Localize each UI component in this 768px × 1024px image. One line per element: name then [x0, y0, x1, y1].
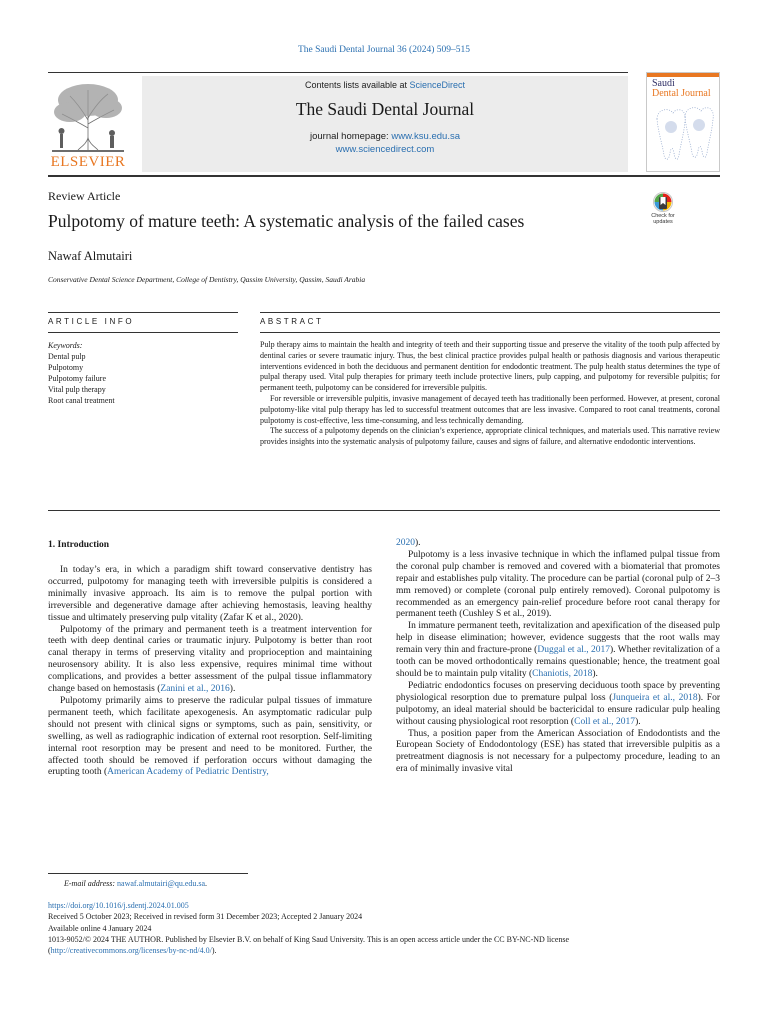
- crossmark-line-1: Check for: [651, 213, 675, 219]
- body-paragraph: [48, 625, 372, 696]
- contents-line: [142, 80, 628, 90]
- footnotes: [48, 878, 720, 956]
- homepage-prefix: journal homepage:: [310, 131, 392, 142]
- sciencedirect-homepage-link[interactable]: www.sciencedirect.com: [335, 144, 435, 155]
- abstract-label: ABSTRACT: [260, 317, 324, 326]
- masthead-center: [142, 76, 628, 172]
- citation-link[interactable]: American Academy of Pediatric Dentistry,: [107, 767, 269, 778]
- license-close: ).: [211, 946, 217, 956]
- license-line: [48, 945, 720, 956]
- keywords-list: [48, 340, 238, 406]
- cover-title-line-1: Saudi: [652, 78, 675, 89]
- abstract-end-rule: [48, 510, 720, 511]
- paragraph-text: ). Whether revitalization of a tooth can be moved orthodontically remains questionable; hence, the treatment goal should be to maintain pulp vitality (: [396, 645, 720, 679]
- body-paragraph: Pulpotomy is a less invasive technique in which the inflamed pulpal tissue from the coronal pulp chamber is removed and covered with a biomaterial that promotes repair and establishes pulp vitality. The procedure can be partial (coronal pulp of 2–3 mm removed) or complete (coronal pulp entirely removed). Coronal pulpotomy is recommended as an emergency pain-relief procedure before root canal therapy for permanent teeth (Cushley S et al., 2019).: [396, 549, 720, 620]
- cover-title: [652, 79, 711, 99]
- paragraph-text: In immature permanent teeth, revitalization and apexification of the diseased pulp help in disease elimination; however, evidence suggests that the root walls may remain very thin and fracture-prone (: [396, 621, 720, 656]
- keyword-item[interactable]: Dental pulp: [48, 352, 86, 361]
- keyword-item[interactable]: Pulpotomy failure: [48, 374, 106, 383]
- abstract-rule-lower: [260, 332, 720, 333]
- cover-title-line-2: Dental Journal: [652, 88, 711, 99]
- check-for-updates-label[interactable]: [642, 213, 684, 225]
- abstract-paragraph: Pulp therapy aims to maintain the health and integrity of teeth and their supporting tissue and preserve the vitality of the tooth pulp affected by dentinal caries or severe traumatic injury. Thus, the best clinical practice provides pulpal health or pathosis diagnosis and various therapeutic interventions evidenced in both the deciduous and permanent dentition for endodontic treatment. The pulp health status determines the type of pulpal therapy used. Vital pulp therapies for primary teeth include protective liners, pulp capping, and pulpotomy for reversible pulpitis; for permanent teeth, pulpotomy can be considered for irreversible pulpitis.: [260, 340, 720, 393]
- body-paragraph: In today’s era, in which a paradigm shift toward conservative dentistry has occurred, pulpotomy for managing teeth with irreversible pulpitis is considered a minimally invasive approach. Its aim is to remove the pulpal portion with irreversible and degenerative damage after achieving hemostasis, leaving healthy tissue and ultimately preserving pulp vitality (Zafar K et al., 2020).: [48, 565, 372, 623]
- section-heading-introduction: 1. Introduction: [48, 540, 110, 550]
- cover-teeth-art-icon: [651, 103, 717, 171]
- paragraph-text: ).: [415, 538, 421, 548]
- body-paragraph: Thus, a position paper from the American Association of Endodontists and the European Society of Endodontology (ESE) has stated that irreversible pulpitis as a pretreatment diagnosis is not necessary for a pulpectomy procedure, leading to an era of minimally invasive vital: [396, 728, 720, 775]
- author-email-link[interactable]: nawaf.almutairi@qu.edu.sa: [117, 879, 206, 888]
- paragraph-text: ). For pulpotomy, an ideal material should be bactericidal to ensure radicular pulp healing without causing physiological root resorption (: [396, 692, 720, 727]
- body-column-right: [396, 538, 720, 776]
- paragraph-text: Pulpotomy of the primary and permanent teeth is a treatment intervention for teeth with deep dentinal caries or traumatic injury. Pulpotomy is better than root canal therapy in terms of preserving vitality and proprioception and maintaining neurosensory ability. It is also less expensive, requires minimal time without complications, and provides a better assessment of the pulpal tissue inflammatory change based on hemostasis (: [48, 624, 372, 695]
- citation-link[interactable]: 2020: [396, 538, 415, 548]
- body-paragraph: [396, 621, 720, 681]
- abstract-paragraph: The success of a pulpotomy depends on the clinician’s experience, appropriate clinical techniques, and materials used. This narrative review provides insights into the systematic analysis of pulpotomy failure, causes and signs of failure, and alternative endodontic interventions.: [260, 426, 720, 447]
- citation-link[interactable]: Zanini et al., 2016: [160, 684, 230, 695]
- license-open: (: [48, 946, 51, 956]
- ksu-homepage-link[interactable]: www.ksu.edu.sa: [391, 131, 460, 142]
- article-info-rule: [48, 312, 238, 313]
- homepage-line-2: [142, 144, 628, 155]
- journal-title: The Saudi Dental Journal: [295, 99, 475, 119]
- sciencedirect-link[interactable]: ScienceDirect: [409, 80, 466, 90]
- keyword-item[interactable]: Pulpotomy: [48, 363, 84, 372]
- author-affiliation: Conservative Dental Science Department, College of Dentistry, Qassim University, Qassim, Saudi Arabia: [48, 275, 366, 284]
- cover-top-bar: [647, 73, 720, 77]
- paragraph-text: ).: [229, 684, 236, 695]
- received-dates: Received 5 October 2023; Received in revised form 31 December 2023; Accepted 2 January 2024: [48, 912, 363, 922]
- citation-link[interactable]: Duggal et al., 2017: [537, 645, 611, 656]
- paragraph-text: ).: [635, 716, 641, 727]
- crossmark-line-2: updates: [653, 219, 673, 225]
- author-name[interactable]: Nawaf Almutairi: [48, 249, 133, 263]
- homepage-line: [142, 131, 628, 142]
- license-text: 1013-9052/© 2024 THE AUTHOR. Published by Elsevier B.V. on behalf of King Saud University. This is an open access article under the CC BY-NC-ND license: [48, 934, 570, 944]
- email-line: [48, 878, 720, 889]
- journal-reference[interactable]: The Saudi Dental Journal 36 (2024) 509–515: [297, 45, 471, 55]
- masthead-top-rule: [48, 72, 628, 73]
- article-info-label: ARTICLE INFO: [48, 317, 135, 326]
- doi-link[interactable]: https://doi.org/10.1016/j.sdentj.2024.01.005: [48, 901, 189, 911]
- contents-prefix: Contents lists available at: [304, 80, 410, 90]
- journal-cover[interactable]: [646, 72, 720, 172]
- paragraph-text: Pulpotomy primarily aims to preserve the radicular pulpal tissues of immature permanent teeth, which facilitate apexogenesis. An asymptomatic radicular pulp should not present with clinical signs or symptoms, such as pain, sensitivity, or swelling, as well as radiographic indication of external root resorption. Self-limiting internal root resorption may be present and need to be monitored. Further, the affected tooth should be removed if perforation occurs without damaging the erupting tooth (: [48, 695, 372, 778]
- body-paragraph: [48, 696, 372, 779]
- footnote-spacer: [48, 889, 720, 900]
- masthead-bottom-rule: [48, 175, 720, 177]
- abstract-rule: [260, 312, 720, 313]
- keyword-item[interactable]: Vital pulp therapy: [48, 385, 106, 394]
- article-title: Pulpotomy of mature teeth: A systematic analysis of the failed cases: [48, 211, 525, 231]
- citation-link[interactable]: Chaniotis, 2018: [532, 668, 593, 679]
- body-paragraph: [396, 538, 720, 550]
- body-paragraph: [396, 681, 720, 729]
- paragraph-text: ).: [592, 668, 598, 679]
- footnote-rule: [48, 873, 248, 874]
- license-link[interactable]: http://creativecommons.org/licenses/by-nc-nd/4.0/: [50, 946, 212, 956]
- article-type: Review Article: [48, 189, 121, 203]
- email-label: E-mail address:: [64, 879, 116, 888]
- masthead: [48, 72, 720, 176]
- available-online: Available online 4 January 2024: [48, 923, 152, 933]
- keywords-label: Keywords:: [48, 341, 83, 350]
- citation-link[interactable]: Junqueira et al., 2018: [612, 692, 698, 703]
- email-end: .: [205, 879, 208, 888]
- paragraph-text: Pediatric endodontics focuses on preserving deciduous tooth space by preventing physiological resorption due to premature pulpal loss (: [396, 680, 720, 703]
- body-column-left: [48, 565, 372, 779]
- article-info-rule-lower: [48, 332, 238, 333]
- keyword-item[interactable]: Root canal treatment: [48, 396, 115, 405]
- abstract-paragraph: For reversible or irreversible pulpitis, invasive management of decayed teeth has traditionally been performed. However, at present, coronal pulpotomy-like vital pulp therapy has led to successful treatment outcomes that are less invasive. Compared to root canal treatments, coronal pulpotomy is cost-effective, less time-consuming, and less technically demanding.: [260, 393, 720, 425]
- abstract-body: [260, 340, 720, 448]
- publisher-logo-text: ELSEVIER: [50, 154, 126, 170]
- citation-link[interactable]: Coll et al., 2017: [574, 716, 636, 727]
